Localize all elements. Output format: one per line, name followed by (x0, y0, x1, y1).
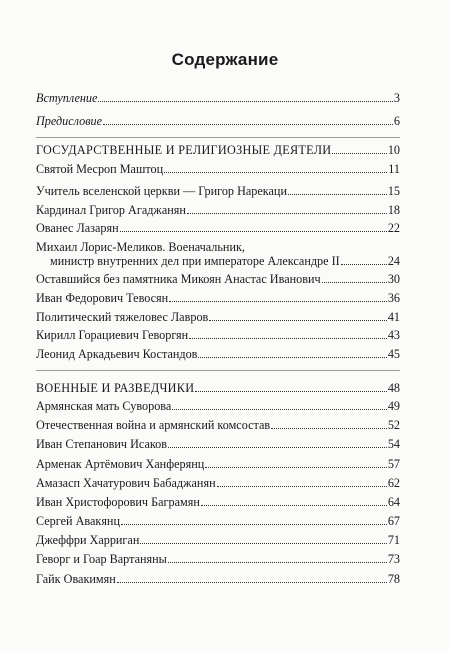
dot-leader (288, 194, 387, 195)
toc-entry-title: Оставшийся без памятника Микоян Анастас Иванович (36, 272, 321, 286)
toc-entry (36, 457, 400, 471)
toc-entry-title: Армянская мать Суворова (36, 399, 172, 413)
dot-leader (117, 582, 387, 583)
toc-entry-page: 45 (387, 347, 400, 361)
dot-leader (322, 282, 387, 283)
dot-leader (198, 357, 386, 358)
section-divider (36, 137, 400, 138)
toc-entry-page: 49 (387, 399, 400, 413)
dot-leader (120, 231, 387, 232)
toc-entry-title: Геворг и Гоар Вартаняны (36, 552, 167, 566)
toc-entry-page: 57 (387, 457, 400, 471)
toc-entry-two-line (36, 240, 400, 268)
toc-entry-page: 15 (387, 184, 400, 198)
toc-entry (36, 310, 400, 324)
toc-entry-page: 22 (387, 221, 400, 235)
toc-entry (36, 514, 400, 528)
toc-entry-title: Арменак Артёмович Ханферянц (36, 457, 205, 471)
dot-leader (172, 409, 387, 410)
toc-entry-page: 67 (387, 514, 400, 528)
dot-leader (164, 172, 387, 173)
toc-entry-title: Джеффри Харриган (36, 533, 140, 547)
toc-entry-page: 3 (393, 91, 400, 105)
toc-entry (36, 476, 400, 490)
toc-entry-page: 6 (393, 114, 400, 128)
section-heading (36, 381, 400, 395)
section-heading-page: 10 (387, 143, 400, 157)
toc-entry (36, 418, 400, 432)
toc-entry-preface (36, 114, 400, 128)
toc-entry-page: 36 (387, 291, 400, 305)
toc-entry-title: Иван Федорович Тевосян (36, 291, 169, 305)
toc-entry (36, 291, 400, 305)
toc-entry-title: Иван Степанович Исаков (36, 437, 167, 451)
toc-entry-page: 18 (387, 203, 400, 217)
toc-entry-title: Амазасп Хачатурович Бабаджанян (36, 476, 216, 490)
dot-leader (168, 447, 387, 448)
section-heading-title: ГОСУДАРСТВЕННЫЕ И РЕЛИГИОЗНЫЕ ДЕЯТЕЛИ (36, 143, 332, 157)
toc-entry-title: Ованес Лазарян (36, 221, 119, 235)
toc-entry-title: Кардинал Григор Агаджанян (36, 203, 186, 217)
toc-entry-title: Предисловие (36, 114, 103, 128)
section-divider (36, 370, 400, 371)
section-heading (36, 143, 400, 157)
toc-entry (36, 347, 400, 361)
dot-leader (168, 562, 387, 563)
dot-leader (98, 101, 392, 102)
dot-leader (341, 264, 387, 265)
toc-entry-title (36, 240, 340, 268)
toc-entry-title: Отечественная война и армянский комсостав (36, 418, 271, 432)
toc-entry-title-line1: Михаил Лорис-Меликов. Военачальник, (36, 240, 245, 254)
toc-entry-title: Леонид Аркадьевич Костандов (36, 347, 198, 361)
section-heading-page: 48 (387, 381, 400, 395)
dot-leader (217, 486, 387, 487)
dot-leader (209, 320, 387, 321)
toc-entry-page: 30 (387, 272, 400, 286)
toc-entry (36, 272, 400, 286)
dot-leader (201, 505, 387, 506)
toc-entry-page: 71 (387, 533, 400, 547)
toc-entry-title: Вступление (36, 91, 98, 105)
dot-leader (271, 428, 387, 429)
dot-leader (189, 338, 387, 339)
toc-entry-title: Кирилл Горациевич Геворгян (36, 328, 189, 342)
toc-entry-intro (36, 91, 400, 105)
section-heading-title: ВОЕННЫЕ И РАЗВЕДЧИКИ (36, 381, 195, 395)
dot-leader (332, 153, 386, 154)
toc-entry (36, 162, 400, 176)
dot-leader (140, 543, 386, 544)
toc-entry (36, 399, 400, 413)
toc-entry-title: Святой Месроп Маштоц (36, 162, 164, 176)
toc-entry-page: 78 (387, 572, 400, 586)
toc-entry (36, 552, 400, 566)
toc-entry-title: Сергей Авакянц (36, 514, 120, 528)
dot-leader (187, 213, 387, 214)
toc-entry (36, 437, 400, 451)
toc-entry-page: 54 (387, 437, 400, 451)
toc-entry-page: 24 (387, 254, 400, 268)
toc-entry-page: 41 (387, 310, 400, 324)
toc-entry-page: 43 (387, 328, 400, 342)
dot-leader (103, 124, 393, 125)
toc-entry-title: Политический тяжеловес Лавров (36, 310, 209, 324)
toc-entry (36, 572, 400, 586)
toc-entry-page: 73 (387, 552, 400, 566)
toc-entry-title-line2: министр внутренних дел при императоре Александре II (50, 254, 340, 268)
toc-entry (36, 203, 400, 217)
toc-entry-title: Гайк Овакимян (36, 572, 116, 586)
toc-entry-page: 62 (387, 476, 400, 490)
toc-entry (36, 533, 400, 547)
dot-leader (121, 524, 387, 525)
dot-leader (195, 391, 387, 392)
toc-entry-title: Иван Христофорович Баграмян (36, 495, 200, 509)
toc-entry-page: 52 (387, 418, 400, 432)
dot-leader (205, 467, 387, 468)
toc-entry-title: Учитель вселенской церкви — Григор Нарекаци (36, 184, 287, 198)
toc-entry (36, 184, 400, 198)
toc-entry (36, 221, 400, 235)
toc-entry-page: 11 (388, 162, 400, 176)
toc-entry (36, 495, 400, 509)
toc-entry (36, 328, 400, 342)
dot-leader (169, 301, 387, 302)
page-title: Содержание (171, 50, 279, 69)
toc-entry-page: 64 (387, 495, 400, 509)
